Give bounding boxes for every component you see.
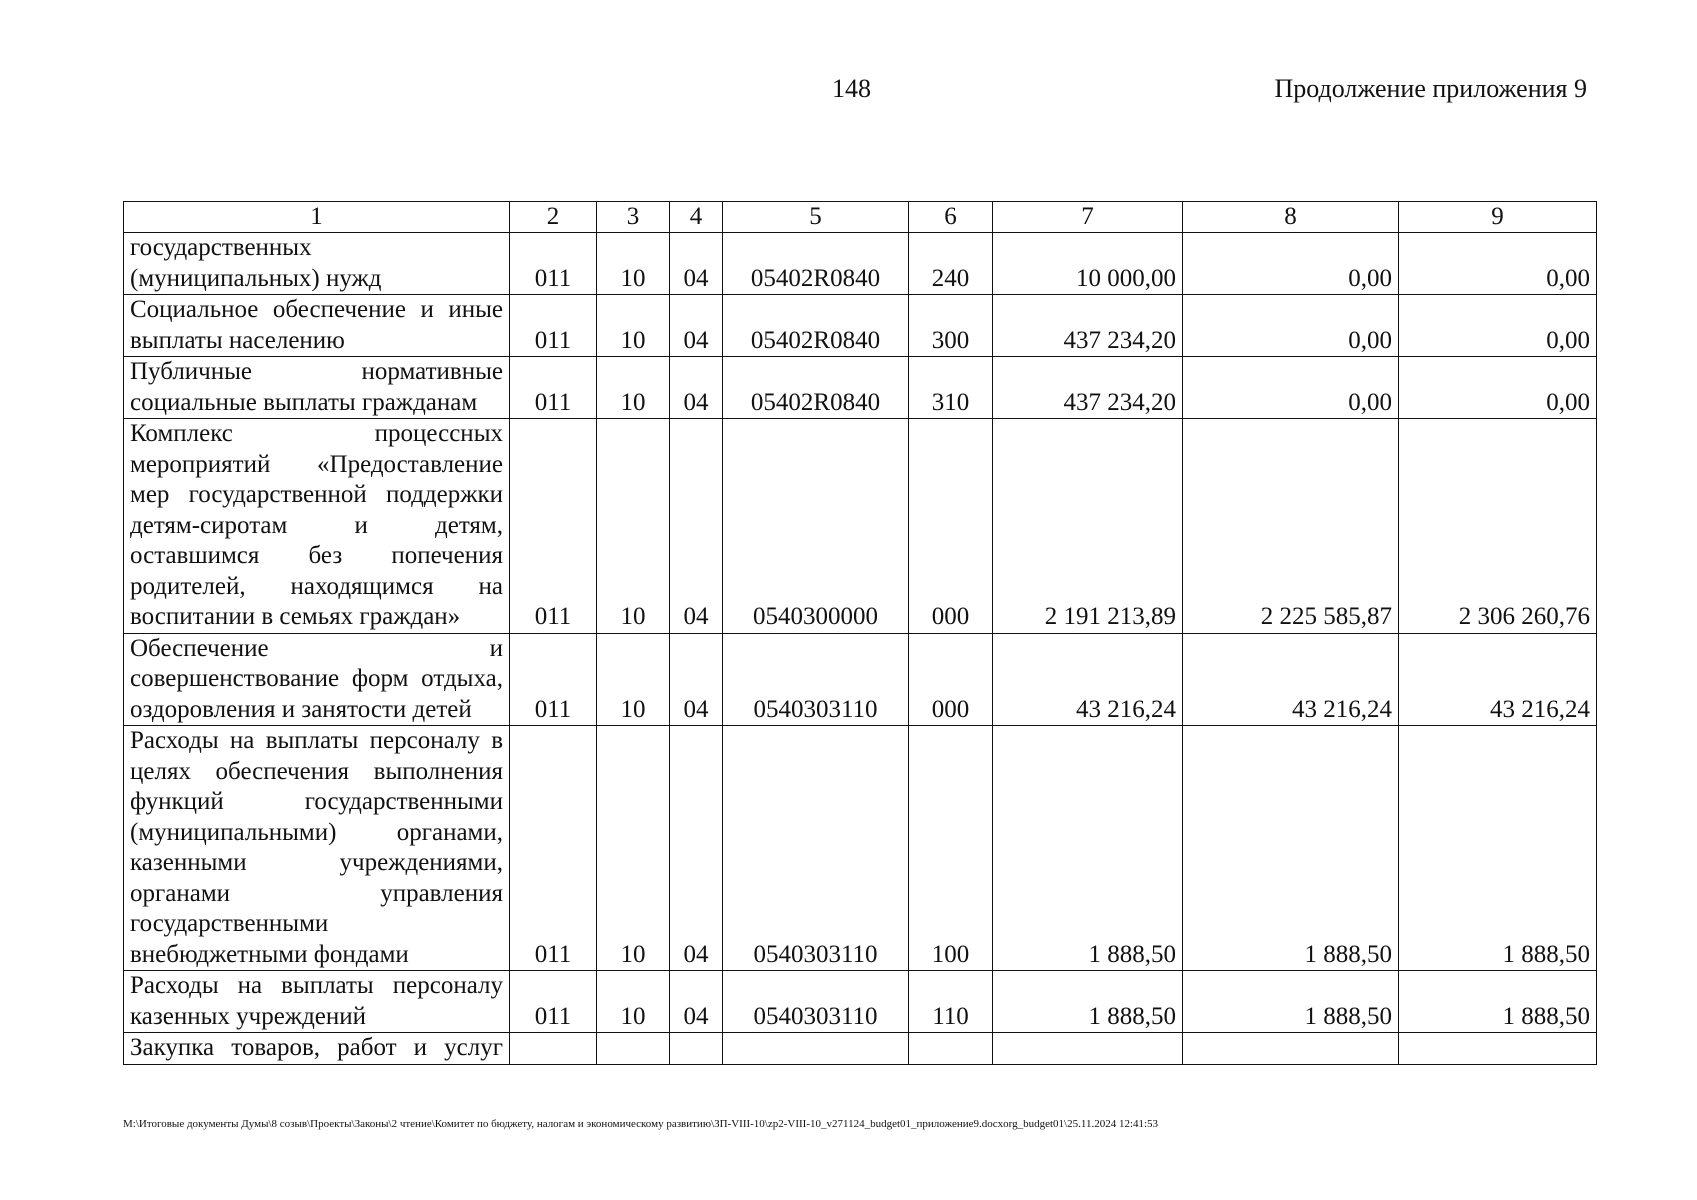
- expense-type-code: 310: [909, 357, 993, 419]
- target-article-code: [723, 1033, 909, 1065]
- section-code: 10: [597, 971, 670, 1033]
- ministry-code: 011: [510, 726, 597, 971]
- row-name: Расходы на выплаты персоналу в целях обеспечения выполнения функций государственными (муниципальными) органами, казенными учреждениями, органами управления государственными внебюджетными фондами: [124, 726, 510, 971]
- table-row: [124, 419, 1597, 634]
- amount-col9: 1 888,50: [1399, 971, 1597, 1033]
- section-code: 10: [597, 726, 670, 971]
- table-row: [124, 1033, 1597, 1065]
- amount-col9: 0,00: [1399, 233, 1597, 295]
- amount-col7: [993, 1033, 1183, 1065]
- subsection-code: 04: [670, 295, 723, 357]
- subsection-code: 04: [670, 971, 723, 1033]
- amount-col8: 2 225 585,87: [1183, 419, 1399, 634]
- ministry-code: 011: [510, 971, 597, 1033]
- subsection-code: 04: [670, 357, 723, 419]
- document-file-path: М:\Итоговые документы Думы\8 созыв\Проекты\Законы\2 чтение\Комитет по бюджету, налогам и экономическому развитию\ЗП-VIII-10\zp2-VIII-10_v271124_budget01_приложение9.docxorg_budget01\25.11.2024 12:41:53: [123, 1118, 1159, 1130]
- expense-type-code: 240: [909, 233, 993, 295]
- target-article-code: 0540300000: [723, 419, 909, 634]
- amount-col9: 0,00: [1399, 295, 1597, 357]
- column-header: 4: [670, 202, 723, 233]
- row-name: Социальное обеспечение и иные выплаты населению: [124, 295, 510, 357]
- column-header: 6: [909, 202, 993, 233]
- ministry-code: 011: [510, 419, 597, 634]
- column-header: 1: [124, 202, 510, 233]
- amount-col8: 43 216,24: [1183, 633, 1399, 726]
- amount-col9: 43 216,24: [1399, 633, 1597, 726]
- amount-col8: 1 888,50: [1183, 726, 1399, 971]
- column-header: 7: [993, 202, 1183, 233]
- column-header: 5: [723, 202, 909, 233]
- amount-col9: 2 306 260,76: [1399, 419, 1597, 634]
- table-row: [124, 726, 1597, 971]
- target-article-code: 0540303110: [723, 726, 909, 971]
- table-row: [124, 971, 1597, 1033]
- target-article-code: 0540303110: [723, 633, 909, 726]
- column-header: 3: [597, 202, 670, 233]
- amount-col8: [1183, 1033, 1399, 1065]
- expense-type-code: 000: [909, 633, 993, 726]
- section-code: 10: [597, 633, 670, 726]
- ministry-code: 011: [510, 633, 597, 726]
- row-name: Закупка товаров, работ и услуг: [124, 1033, 510, 1065]
- target-article-code: 05402R0840: [723, 295, 909, 357]
- expense-type-code: 000: [909, 419, 993, 634]
- amount-col7: 1 888,50: [993, 971, 1183, 1033]
- row-name: Расходы на выплаты персоналу казенных учреждений: [124, 971, 510, 1033]
- expense-type-code: 300: [909, 295, 993, 357]
- column-header: 9: [1399, 202, 1597, 233]
- amount-col7: 437 234,20: [993, 357, 1183, 419]
- column-header: 2: [510, 202, 597, 233]
- expense-type-code: 100: [909, 726, 993, 971]
- row-name: государственных (муниципальных) нужд: [124, 233, 510, 295]
- ministry-code: [510, 1033, 597, 1065]
- subsection-code: 04: [670, 726, 723, 971]
- target-article-code: 0540303110: [723, 971, 909, 1033]
- ministry-code: 011: [510, 233, 597, 295]
- amount-col9: 1 888,50: [1399, 726, 1597, 971]
- appendix-continuation-label: Продолжение приложения 9: [1274, 74, 1587, 103]
- section-code: 10: [597, 419, 670, 634]
- expense-type-code: [909, 1033, 993, 1065]
- subsection-code: 04: [670, 233, 723, 295]
- amount-col9: [1399, 1033, 1597, 1065]
- target-article-code: 05402R0840: [723, 357, 909, 419]
- section-code: [597, 1033, 670, 1065]
- ministry-code: 011: [510, 357, 597, 419]
- table-row: [124, 295, 1597, 357]
- amount-col8: 0,00: [1183, 295, 1399, 357]
- section-code: 10: [597, 233, 670, 295]
- section-code: 10: [597, 357, 670, 419]
- ministry-code: 011: [510, 295, 597, 357]
- amount-col7: 43 216,24: [993, 633, 1183, 726]
- table-row: [124, 357, 1597, 419]
- subsection-code: [670, 1033, 723, 1065]
- amount-col8: 1 888,50: [1183, 971, 1399, 1033]
- row-name: Комплекс процессных мероприятий «Предоставление мер государственной поддержки детям-сиротам и детям, оставшимся без попечения родителей, находящимся на воспитании в семьях граждан»: [124, 419, 510, 634]
- expense-type-code: 110: [909, 971, 993, 1033]
- subsection-code: 04: [670, 633, 723, 726]
- row-name: Обеспечение и совершенствование форм отдыха, оздоровления и занятости детей: [124, 633, 510, 726]
- amount-col9: 0,00: [1399, 357, 1597, 419]
- target-article-code: 05402R0840: [723, 233, 909, 295]
- table-row: [124, 633, 1597, 726]
- amount-col8: 0,00: [1183, 357, 1399, 419]
- budget-table: [123, 201, 1597, 1065]
- table-row: [124, 233, 1597, 295]
- column-header: 8: [1183, 202, 1399, 233]
- row-name: Публичные нормативные социальные выплаты гражданам: [124, 357, 510, 419]
- amount-col8: 0,00: [1183, 233, 1399, 295]
- amount-col7: 2 191 213,89: [993, 419, 1183, 634]
- amount-col7: 10 000,00: [993, 233, 1183, 295]
- amount-col7: 1 888,50: [993, 726, 1183, 971]
- amount-col7: 437 234,20: [993, 295, 1183, 357]
- column-number-row: [124, 202, 1597, 233]
- page-number: 148: [832, 74, 871, 103]
- section-code: 10: [597, 295, 670, 357]
- subsection-code: 04: [670, 419, 723, 634]
